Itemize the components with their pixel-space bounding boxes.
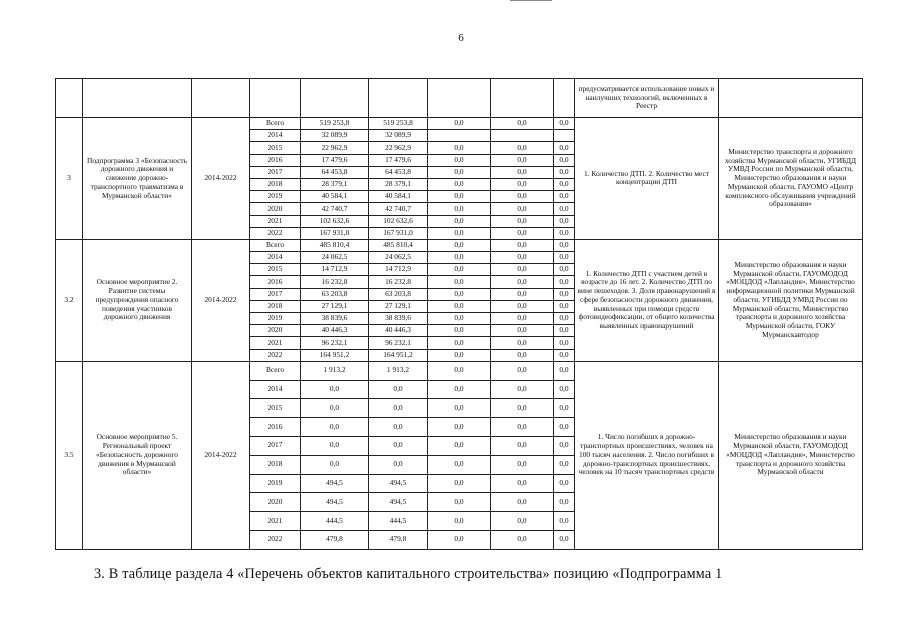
regional-cell: 14 712,9	[369, 264, 428, 276]
other-cell: 0,0	[554, 288, 575, 300]
year-cell: 2015	[250, 264, 301, 276]
other-cell: 0,0	[554, 361, 575, 380]
local-cell: 0,0	[491, 264, 554, 276]
regional-cell: 40 584,1	[369, 191, 428, 203]
regional-cell: 1 913,2	[369, 361, 428, 380]
regional-cell: 479,8	[369, 530, 428, 549]
federal-cell: 0,0	[428, 474, 491, 493]
other-cell: 0,0	[554, 530, 575, 549]
year-cell: 2017	[250, 166, 301, 178]
year-cell: 2022	[250, 530, 301, 549]
local-cell: 0,0	[491, 178, 554, 190]
regional-cell: 96 232,1	[369, 337, 428, 349]
section-name: Основное мероприятие 5. Региональный проект «Безопасность дорожного движения в Мурманской области»	[83, 361, 192, 549]
regional-cell: 167 931,0	[369, 227, 428, 239]
year-cell: 2020	[250, 325, 301, 337]
total-cell: 24 062,5	[301, 252, 369, 264]
total-cell: 0,0	[301, 418, 369, 437]
other-cell: 0,0	[554, 166, 575, 178]
other-cell: 0,0	[554, 436, 575, 455]
total-cell: 0,0	[301, 436, 369, 455]
regional-cell: 64 453,8	[369, 166, 428, 178]
year-cell: 2021	[250, 337, 301, 349]
other-cell: 0,0	[554, 325, 575, 337]
other-cell: 0,0	[554, 227, 575, 239]
local-cell: 0,0	[491, 276, 554, 288]
federal-cell	[428, 130, 491, 142]
section-number: 3.2	[56, 239, 83, 361]
federal-cell: 0,0	[428, 325, 491, 337]
other-cell: 0,0	[554, 337, 575, 349]
federal-cell: 0,0	[428, 252, 491, 264]
local-cell: 0,0	[491, 361, 554, 380]
local-cell: 0,0	[491, 154, 554, 166]
total-cell: 64 453,8	[301, 166, 369, 178]
regional-cell: 24 062,5	[369, 252, 428, 264]
regional-cell: 494,5	[369, 474, 428, 493]
other-cell: 0,0	[554, 399, 575, 418]
section-indicators: 1. Число погибших в дорожно-транспортных происшествиях, человек на 100 тысяч населения. 2. Число погибших в дорожно-транспортных происшествиях, человек на 10 тысяч транспортных средств	[575, 361, 719, 549]
federal-cell: 0,0	[428, 313, 491, 325]
other-cell: 0,0	[554, 512, 575, 531]
federal-cell: 0,0	[428, 493, 491, 512]
total-cell: 17 479,6	[301, 154, 369, 166]
local-cell: 0,0	[491, 436, 554, 455]
section-indicators: 1. Количество ДТП с участием детей в возрасте до 16 лет. 2. Количество ДТП по вине пешеходов. 3. Доля правонарушений в сфере безопасности дорожного движения, выявленных при помощи средств фотовидеофиксации, от общего количества выявленных правонарушений	[575, 239, 719, 361]
local-cell: 0,0	[491, 474, 554, 493]
year-cell: 2016	[250, 418, 301, 437]
indicator-continuation-cell: предусматривается использование новых и наилучших технологий, включенных в Реестр	[575, 79, 719, 118]
regional-cell: 22 962,9	[369, 142, 428, 154]
total-cell: 479,8	[301, 530, 369, 549]
table-row	[56, 361, 863, 380]
section-executors: Министерство образования и науки Мурманской области, ГАУОМОДОД «МОЦДОД «Лапландия», Министерство информационной политики Мурманской области, УГИБДД УМВД России по Мурманской области, Министерство транспорта и дорожного хозяйства Мурманской области, ГОКУ Мурманскавтодор	[719, 239, 863, 361]
federal-cell: 0,0	[428, 203, 491, 215]
total-cell: 40 584,1	[301, 191, 369, 203]
table-row	[56, 239, 863, 251]
total-cell: 167 931,0	[301, 227, 369, 239]
section-executors: Министерство образования и науки Мурманской области, ГАУОМОДОД «МОЦДОД «Лапландия», Министерство транспорта и дорожного хозяйства Мурманской области	[719, 361, 863, 549]
regional-cell: 16 232,8	[369, 276, 428, 288]
local-cell: 0,0	[491, 493, 554, 512]
total-cell: 40 446,3	[301, 325, 369, 337]
other-cell: 0,0	[554, 203, 575, 215]
total-cell: 38 839,6	[301, 313, 369, 325]
other-cell: 0,0	[554, 418, 575, 437]
federal-cell: 0,0	[428, 191, 491, 203]
local-cell: 0,0	[491, 325, 554, 337]
local-cell: 0,0	[491, 166, 554, 178]
other-cell: 0,0	[554, 215, 575, 227]
section-name: Основное мероприятие 2. Развитие системы предупреждения опасного поведения участников дорожного движения	[83, 239, 192, 361]
local-cell: 0,0	[491, 349, 554, 361]
regional-cell: 17 479,6	[369, 154, 428, 166]
federal-cell: 0,0	[428, 288, 491, 300]
total-cell: 42 740,7	[301, 203, 369, 215]
local-cell: 0,0	[491, 512, 554, 531]
other-cell: 0,0	[554, 142, 575, 154]
federal-cell: 0,0	[428, 380, 491, 399]
local-cell: 0,0	[491, 300, 554, 312]
total-cell: 494,5	[301, 474, 369, 493]
other-cell: 0,0	[554, 118, 575, 130]
other-cell: 0,0	[554, 380, 575, 399]
regional-cell: 40 446,3	[369, 325, 428, 337]
table-row	[56, 118, 863, 130]
federal-cell: 0,0	[428, 154, 491, 166]
section-executors: Министерство транспорта и дорожного хозяйства Мурманской области, УГИБДД УМВД России по Мурманской области, Министерство образования и науки Мурманской области, ГАУОМО «Центр комплексного обслуживания учреждений образования»	[719, 118, 863, 240]
federal-cell: 0,0	[428, 215, 491, 227]
federal-cell: 0,0	[428, 118, 491, 130]
total-cell: 102 632,6	[301, 215, 369, 227]
federal-cell: 0,0	[428, 227, 491, 239]
bottom-paragraph: 3. В таблице раздела 4 «Перечень объектов капитального строительства» позицию «Подпрограмма 1	[94, 566, 723, 582]
federal-cell: 0,0	[428, 349, 491, 361]
regional-cell: 102 632,6	[369, 215, 428, 227]
local-cell: 0,0	[491, 313, 554, 325]
regional-cell: 164 951,2	[369, 349, 428, 361]
section-period: 2014-2022	[192, 361, 250, 549]
total-cell: 27 129,1	[301, 300, 369, 312]
year-cell: 2022	[250, 349, 301, 361]
year-cell: 2015	[250, 399, 301, 418]
federal-cell: 0,0	[428, 436, 491, 455]
total-cell: 1 913,2	[301, 361, 369, 380]
year-cell: 2016	[250, 276, 301, 288]
regional-cell: 0,0	[369, 380, 428, 399]
total-cell: 164 951,2	[301, 349, 369, 361]
regional-cell: 28 379,1	[369, 178, 428, 190]
total-cell: 63 203,8	[301, 288, 369, 300]
local-cell: 0,0	[491, 337, 554, 349]
federal-cell: 0,0	[428, 178, 491, 190]
regional-cell: 0,0	[369, 399, 428, 418]
federal-cell: 0,0	[428, 239, 491, 251]
top-edge-line	[510, 0, 552, 1]
year-cell: 2014	[250, 130, 301, 142]
regional-cell: 0,0	[369, 455, 428, 474]
total-cell: 16 232,8	[301, 276, 369, 288]
regional-cell: 38 839,6	[369, 313, 428, 325]
year-cell: 2017	[250, 288, 301, 300]
regional-cell: 444,5	[369, 512, 428, 531]
other-cell: 0,0	[554, 264, 575, 276]
federal-cell: 0,0	[428, 361, 491, 380]
local-cell: 0,0	[491, 455, 554, 474]
other-cell: 0,0	[554, 349, 575, 361]
local-cell: 0,0	[491, 252, 554, 264]
federal-cell: 0,0	[428, 300, 491, 312]
regional-cell: 32 089,9	[369, 130, 428, 142]
federal-cell: 0,0	[428, 166, 491, 178]
local-cell: 0,0	[491, 530, 554, 549]
other-cell: 0,0	[554, 313, 575, 325]
section-number: 3.5	[56, 361, 83, 549]
local-cell: 0,0	[491, 215, 554, 227]
federal-cell: 0,0	[428, 142, 491, 154]
total-cell: 0,0	[301, 380, 369, 399]
total-cell: 494,5	[301, 493, 369, 512]
total-cell: 14 712,9	[301, 264, 369, 276]
year-cell: 2018	[250, 455, 301, 474]
year-cell: 2019	[250, 191, 301, 203]
other-cell: 0,0	[554, 178, 575, 190]
local-cell: 0,0	[491, 418, 554, 437]
regional-cell: 494,5	[369, 493, 428, 512]
other-cell: 0,0	[554, 276, 575, 288]
other-cell: 0,0	[554, 239, 575, 251]
regional-cell: 0,0	[369, 418, 428, 437]
federal-cell: 0,0	[428, 399, 491, 418]
regional-cell: 0,0	[369, 436, 428, 455]
total-cell: 22 962,9	[301, 142, 369, 154]
year-cell: Всего	[250, 239, 301, 251]
budget-table	[55, 78, 863, 550]
year-cell: Всего	[250, 361, 301, 380]
federal-cell: 0,0	[428, 264, 491, 276]
year-cell: 2020	[250, 203, 301, 215]
regional-cell: 42 740,7	[369, 203, 428, 215]
local-cell: 0,0	[491, 239, 554, 251]
local-cell: 0,0	[491, 191, 554, 203]
other-cell: 0,0	[554, 252, 575, 264]
year-cell: 2018	[250, 178, 301, 190]
year-cell: 2018	[250, 300, 301, 312]
header-continuation-row	[56, 79, 863, 118]
local-cell: 0,0	[491, 118, 554, 130]
local-cell: 0,0	[491, 288, 554, 300]
other-cell: 0,0	[554, 154, 575, 166]
federal-cell: 0,0	[428, 276, 491, 288]
total-cell: 0,0	[301, 455, 369, 474]
year-cell: 2016	[250, 154, 301, 166]
total-cell: 28 379,1	[301, 178, 369, 190]
page-number: 6	[458, 32, 464, 44]
year-cell: Всего	[250, 118, 301, 130]
year-cell: 2014	[250, 252, 301, 264]
year-cell: 2020	[250, 493, 301, 512]
year-cell: 2019	[250, 474, 301, 493]
other-cell: 0,0	[554, 493, 575, 512]
year-cell: 2022	[250, 227, 301, 239]
total-cell: 96 232,1	[301, 337, 369, 349]
regional-cell: 485 810,4	[369, 239, 428, 251]
total-cell: 444,5	[301, 512, 369, 531]
regional-cell: 63 203,8	[369, 288, 428, 300]
section-number: 3	[56, 118, 83, 240]
federal-cell: 0,0	[428, 337, 491, 349]
other-cell: 0,0	[554, 300, 575, 312]
local-cell: 0,0	[491, 203, 554, 215]
other-cell: 0,0	[554, 455, 575, 474]
federal-cell: 0,0	[428, 418, 491, 437]
regional-cell: 519 253,8	[369, 118, 428, 130]
year-cell: 2015	[250, 142, 301, 154]
local-cell: 0,0	[491, 399, 554, 418]
federal-cell: 0,0	[428, 455, 491, 474]
section-indicators: 1. Количество ДТП. 2. Количество мест концентрации ДТП	[575, 118, 719, 240]
local-cell: 0,0	[491, 227, 554, 239]
local-cell: 0,0	[491, 142, 554, 154]
year-cell: 2014	[250, 380, 301, 399]
local-cell: 0,0	[491, 380, 554, 399]
section-name: Подпрограмма 3 «Безопасность дорожного движения и снижение дорожно-транспортного травматизма в Мурманской области»	[83, 118, 192, 240]
total-cell: 32 089,9	[301, 130, 369, 142]
other-cell	[554, 130, 575, 142]
section-period: 2014-2022	[192, 239, 250, 361]
local-cell	[491, 130, 554, 142]
federal-cell: 0,0	[428, 512, 491, 531]
federal-cell: 0,0	[428, 530, 491, 549]
year-cell: 2017	[250, 436, 301, 455]
regional-cell: 27 129,1	[369, 300, 428, 312]
other-cell: 0,0	[554, 191, 575, 203]
total-cell: 0,0	[301, 399, 369, 418]
year-cell: 2019	[250, 313, 301, 325]
year-cell: 2021	[250, 215, 301, 227]
section-period: 2014-2022	[192, 118, 250, 240]
total-cell: 519 253,8	[301, 118, 369, 130]
year-cell: 2021	[250, 512, 301, 531]
other-cell: 0,0	[554, 474, 575, 493]
total-cell: 485 810,4	[301, 239, 369, 251]
